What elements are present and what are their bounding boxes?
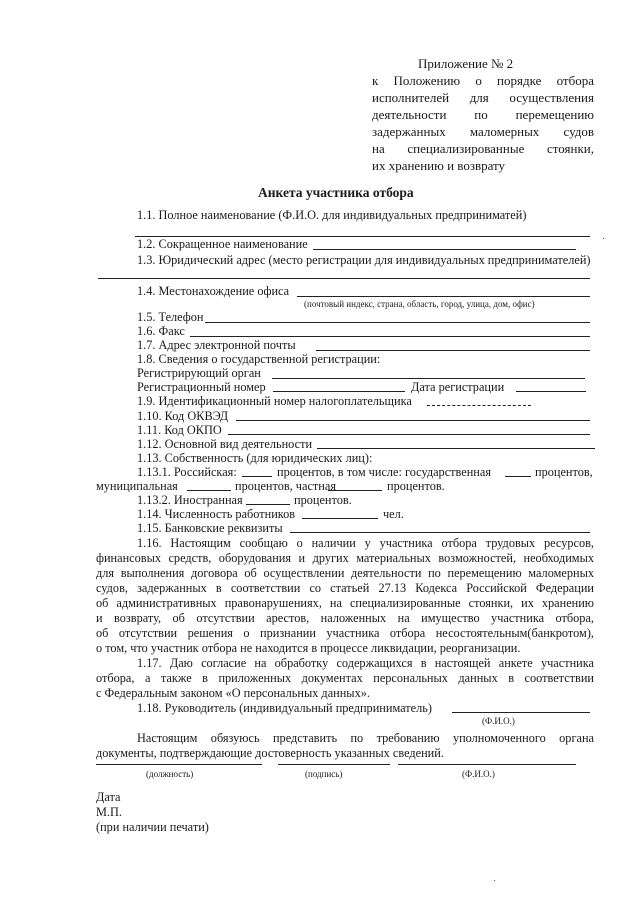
field-short-name-line[interactable]: [313, 249, 576, 250]
declaration-line: 1.16. Настоящим сообщаю о наличии у участника отбора трудовых ресурсов,: [137, 536, 594, 550]
field-private-percent-line[interactable]: [328, 490, 382, 491]
field-registration-date-label: Дата регистрации: [411, 380, 505, 394]
footer-stamp-label: М.П.: [96, 805, 122, 819]
field-registration-date-line[interactable]: [516, 391, 586, 392]
pledge-line: документы, подтверждающие достоверность указанных сведений.: [96, 746, 444, 760]
field-main-activity-line[interactable]: [317, 448, 595, 449]
field-full-name-label: 1.1. Полное наименование (Ф.И.О. для индивидуальных предприниматей): [137, 208, 527, 222]
declaration-line: об отсутствии решения о признании участника отбора несостоятельным(банкротом),: [96, 626, 594, 640]
consent-line: 1.17. Даю согласие на обработку содержащихся в настоящей анкете участника: [137, 656, 594, 670]
field-private-label: процентов, частная: [235, 479, 336, 493]
field-russian-text: процентов, в том числе: государственная: [277, 465, 492, 479]
appendix-line: деятельности по перемещению: [372, 107, 594, 122]
appendix-line: их хранению и возврату: [372, 158, 506, 173]
declaration-line: и возврату, об отсутствии арестов, наложенных на имущество участника отбора,: [96, 611, 594, 625]
declaration-line: об административных правонарушениях, на специализированные стоянки, их хранению: [96, 596, 594, 610]
field-phone-label: 1.5. Телефон: [137, 310, 204, 324]
field-foreign-label: 1.13.2. Иностранная: [137, 493, 243, 507]
field-employees-label: 1.14. Численность работников: [137, 507, 296, 521]
declaration-line: для выполнения договора об осуществлении деятельности по перемещению маломерных: [96, 566, 594, 580]
appendix-number: Приложение № 2: [418, 56, 514, 71]
field-okved-label: 1.10. Код ОКВЭД: [137, 409, 229, 423]
field-head-line[interactable]: [452, 712, 590, 713]
field-state-percent-line[interactable]: [505, 476, 531, 477]
field-registration-number-line[interactable]: [273, 391, 405, 392]
field-main-activity-label: 1.12. Основной вид деятельности: [137, 437, 313, 451]
field-municipal-percent-line[interactable]: [187, 490, 231, 491]
scan-speck: [603, 238, 604, 239]
scan-speck: [468, 405, 469, 406]
field-employees-line[interactable]: [302, 518, 378, 519]
appendix-line: задержанных маломерных судов: [372, 124, 594, 139]
field-private-suffix: процентов.: [387, 479, 445, 493]
pledge-line: Настоящим обязуюсь представить по требованию уполномоченного органа: [137, 731, 594, 745]
field-inn-label: 1.9. Идентификационный номер налогоплательщика: [137, 394, 412, 408]
field-registration-number-label: Регистрационный номер: [137, 380, 266, 394]
field-foreign-suffix: процентов.: [294, 493, 352, 507]
signature-fio-line[interactable]: [398, 764, 576, 765]
field-foreign-percent-line[interactable]: [246, 504, 290, 505]
declaration-line: судов, задержанных в соответствии со статьей 27.13 Кодекса Российской Федерации: [96, 581, 594, 595]
scan-speck: [494, 880, 495, 881]
field-russian-label: 1.13.1. Российская:: [137, 465, 237, 479]
field-short-name-label: 1.2. Сокращенное наименование: [137, 237, 308, 251]
field-fax-label: 1.6. Факс: [137, 324, 185, 338]
field-fax-line[interactable]: [190, 336, 590, 337]
field-email-line[interactable]: [316, 350, 590, 351]
signature-position-line[interactable]: [96, 764, 262, 765]
signature-sign-caption: (подпись): [305, 769, 343, 779]
field-okved-line[interactable]: [236, 420, 590, 421]
field-office-location-hint: (почтовый индекс, страна, область, город, улица, дом, офис): [304, 299, 535, 309]
field-registration-body-label: Регистрирующий орган: [137, 366, 261, 380]
field-ownership-label: 1.13. Собственность (для юридических лиц):: [137, 451, 373, 465]
signature-position-caption: (должность): [146, 769, 194, 779]
field-registration-label: 1.8. Сведения о государственной регистрации:: [137, 352, 381, 366]
field-registration-body-line[interactable]: [272, 378, 585, 379]
appendix-line: исполнителей для осуществления: [372, 90, 594, 105]
field-bank-details-line[interactable]: [290, 532, 590, 533]
field-legal-address-label: 1.3. Юридический адрес (место регистрации для индивидуальных предпринимателей): [137, 253, 591, 267]
field-russian-percent-line[interactable]: [242, 476, 272, 477]
field-office-location-label: 1.4. Местонахождение офиса: [137, 284, 290, 298]
appendix-line: на специализированные стоянки,: [372, 141, 594, 156]
consent-line: с Федеральным законом «О персональных данных».: [96, 686, 370, 700]
field-head-label: 1.18. Руководитель (индивидуальный предприниматель): [137, 701, 432, 715]
form-title: Анкета участника отбора: [258, 185, 414, 200]
consent-line: отбора, а также в приложенных документах персональных данных в соответствии: [96, 671, 594, 685]
field-employees-suffix: чел.: [383, 507, 404, 521]
footer-date-label: Дата: [96, 790, 121, 804]
field-russian-percent-suffix: процентов,: [535, 465, 593, 479]
field-okpo-label: 1.11. Код ОКПО: [137, 423, 222, 437]
field-okpo-line[interactable]: [228, 434, 590, 435]
footer-stamp-note: (при наличии печати): [96, 820, 209, 834]
field-legal-address-line[interactable]: [98, 278, 590, 279]
field-municipal-label: муниципальная: [96, 479, 178, 493]
field-phone-line[interactable]: [205, 322, 590, 323]
signature-sign-line[interactable]: [278, 764, 390, 765]
declaration-line: финансовых средств, оборудования и других материальных возможностей, необходимых: [96, 551, 594, 565]
field-bank-details-label: 1.15. Банковские реквизиты: [137, 521, 283, 535]
appendix-line: к Положению о порядке отбора: [372, 73, 594, 88]
field-email-label: 1.7. Адрес электронной почты: [137, 338, 296, 352]
signature-fio-caption: (Ф.И.О.): [462, 769, 495, 779]
field-head-fio-hint: (Ф.И.О.): [482, 716, 515, 726]
field-inn-cells[interactable]: [427, 405, 531, 406]
declaration-line: о том, что участник отбора не находится в процессе ликвидации, реорганизации.: [96, 641, 521, 655]
